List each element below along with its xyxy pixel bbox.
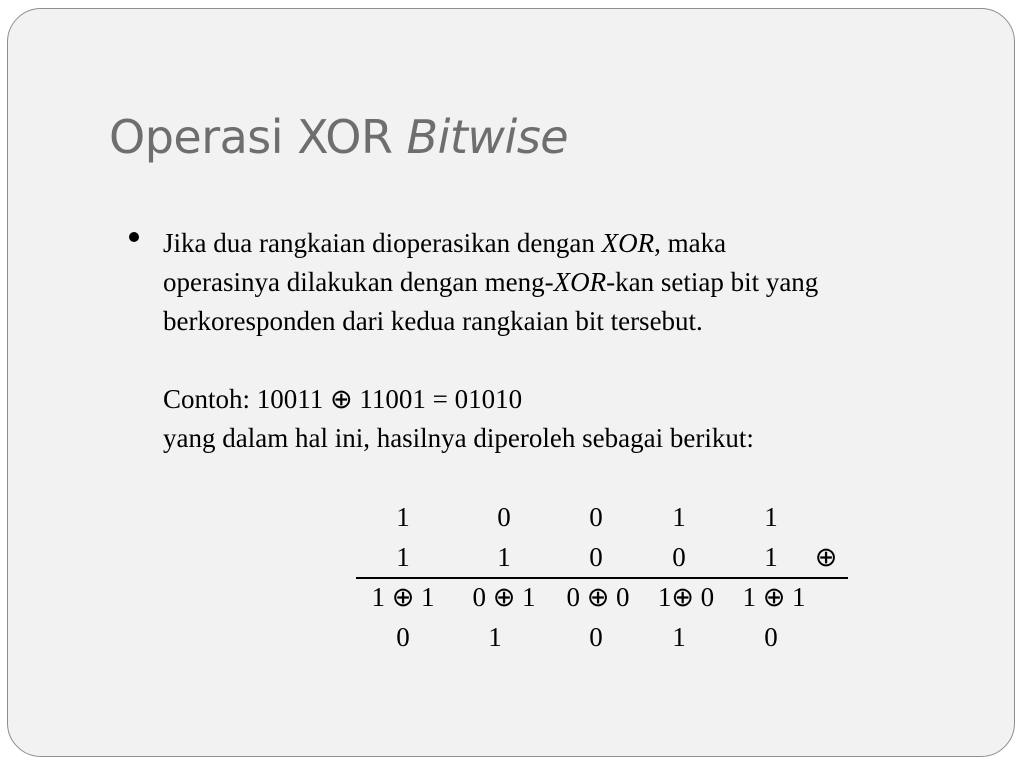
table-cell: 1 bbox=[764, 502, 778, 532]
text-segment: , maka bbox=[654, 228, 727, 258]
table-cell: 0 bbox=[672, 542, 686, 572]
table-cell: 1 bbox=[488, 622, 502, 652]
example-line: Contoh: 10011 ⊕ 11001 = 01010 bbox=[163, 384, 523, 414]
table-cell: 1 bbox=[396, 502, 410, 532]
table-cell: 0 bbox=[589, 622, 603, 652]
table-row-operand-1 bbox=[356, 497, 848, 537]
title-main: Operasi XOR bbox=[109, 110, 407, 164]
bullet-dot bbox=[129, 232, 139, 242]
slide-title bbox=[109, 110, 568, 164]
xor-term: XOR bbox=[601, 228, 655, 258]
table-cell: 1 bbox=[672, 622, 686, 652]
paragraph-gap bbox=[163, 341, 1003, 380]
table-cell: 1⊕ 0 bbox=[657, 582, 715, 612]
table-cell: 0 ⊕ 0 bbox=[566, 582, 630, 612]
table-cell: 1 ⊕ 1 bbox=[371, 582, 435, 612]
table-cell: 0 bbox=[589, 542, 603, 572]
xor-term: XOR bbox=[553, 267, 607, 297]
paragraph-line-1 bbox=[163, 224, 1003, 263]
text-segment: Jika dua rangkaian dioperasikan dengan bbox=[163, 228, 602, 258]
paragraph-line-2 bbox=[163, 263, 1003, 302]
table-cell: 1 bbox=[764, 542, 778, 572]
slide-body bbox=[163, 224, 1003, 458]
table-cell: 0 bbox=[764, 622, 778, 652]
table-cell: 1 bbox=[396, 542, 410, 572]
text-segment: -kan setiap bit yang bbox=[606, 267, 819, 297]
table-cell: 1 ⊕ 1 bbox=[742, 582, 806, 612]
table-row-operations bbox=[356, 577, 848, 617]
paragraph-line-3: berkoresponden dari kedua rangkaian bit tersebut. bbox=[163, 306, 703, 336]
table-cell: 1 bbox=[672, 502, 686, 532]
table-cell: 0 bbox=[497, 502, 511, 532]
text-segment: operasinya dilakukan dengan meng- bbox=[163, 267, 554, 297]
table-cell: 0 bbox=[589, 502, 603, 532]
xor-operator: ⊕ bbox=[814, 542, 838, 572]
xor-table bbox=[356, 497, 848, 657]
table-cell: 0 ⊕ 1 bbox=[472, 582, 536, 612]
title-italic: Bitwise bbox=[406, 110, 569, 164]
table-cell: 1 bbox=[497, 542, 511, 572]
table-row-operand-2 bbox=[356, 537, 848, 577]
table-row-result bbox=[356, 617, 848, 657]
example-explanation: yang dalam hal ini, hasilnya diperoleh sebagai berikut: bbox=[163, 423, 754, 453]
table-cell: 0 bbox=[396, 622, 410, 652]
